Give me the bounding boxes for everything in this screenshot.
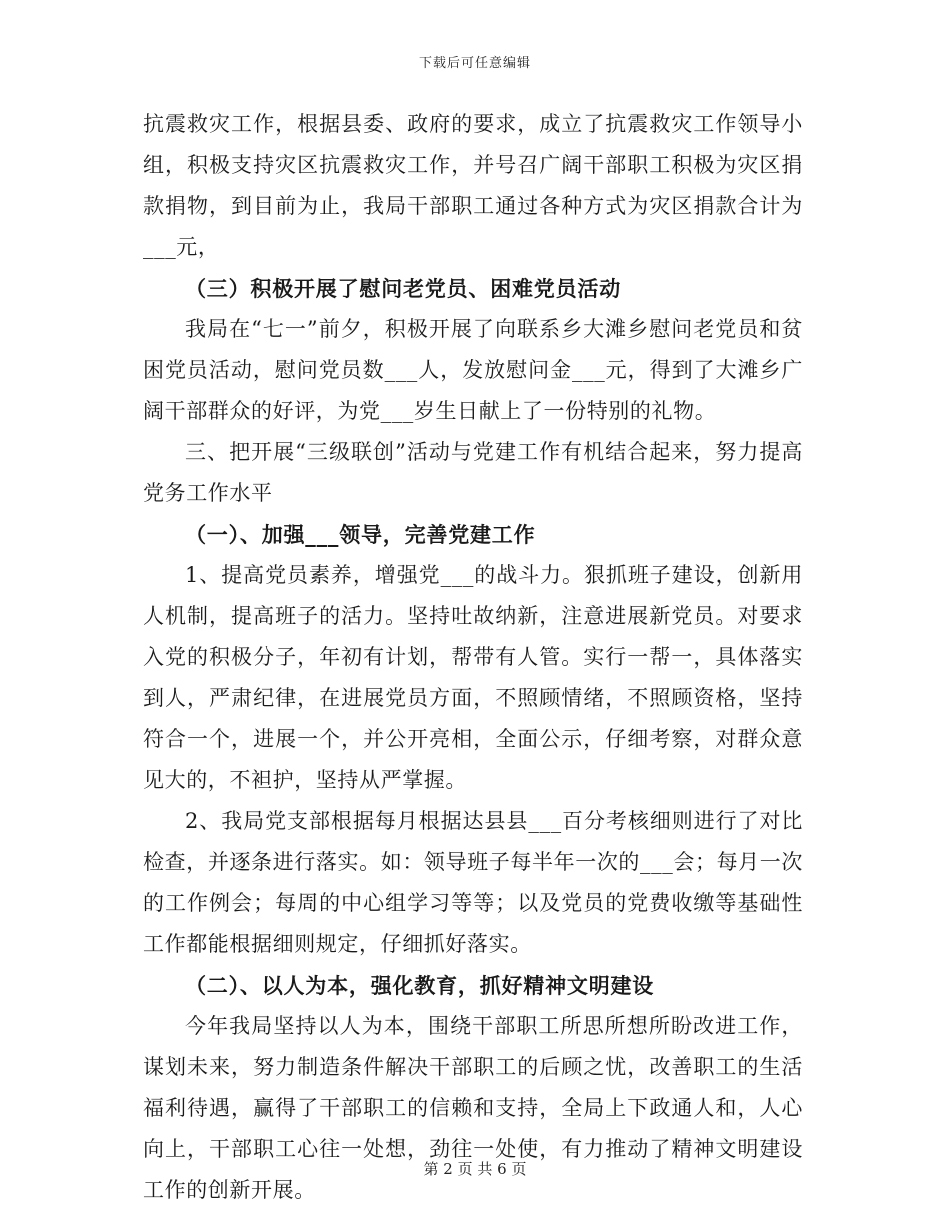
- paragraph-earthquake-relief: 抗震救灾工作，根据县委、政府的要求，成立了抗震救灾工作领导小组，积极支持灾区抗震救灾工作，并号召广阔干部职工积极为灾区捐款捐物，到目前为止，我局干部职工通过各种方式为灾区捐款合计为___元，: [143, 112, 803, 259]
- page-number-footer: 第 2 页 共 6 页: [423, 1160, 527, 1178]
- paragraph-visit-activity: 我局在“七一”前夕，积极开展了向联系乡大滩乡慰问老党员和贫困党员活动，慰问党员数___人，发放慰问金___元，得到了大滩乡广阔干部群众的好评，为党___岁生日献上了一份特别的礼物。: [143, 317, 803, 423]
- section-heading-spiritual-civilization: （二）、以人为本，强化教育，抓好精神文明建设: [185, 973, 655, 998]
- paragraph-people-oriented: 今年我局坚持以人为本，围绕干部职工所思所想所盼改进工作，谋划未来，努力制造条件解决干部职工的后顾之忧，改善职工的生活福利待遇，赢得了干部职工的信赖和支持，全局上下政通人和，人心向上，干部职工心往一处想，劲往一处使，有力推动了精神文明建设工作的创新开展。: [143, 1014, 803, 1202]
- document-body: [143, 104, 803, 1211]
- paragraph-member-quality: 1、提高党员素养，增强党___的战斗力。狠抓班子建设，创新用人机制，提高班子的活力。坚持吐故纳新，注意进展新党员。对要求入党的积极分子，年初有计划，帮带有人管。实行一帮一，具体落实到人，严肃纪律，在进展党员方面，不照顾情绪，不照顾资格，坚持符合一个，进展一个，并公开亮相，全面公示，仔细考察，对群众意见大的，不袒护，坚持从严掌握。: [143, 563, 803, 792]
- paragraph-section-three-title: 三、把开展“三级联创”活动与党建工作有机结合起来，努力提高党务工作水平: [143, 440, 803, 505]
- page-header: 下载后可任意编辑: [418, 56, 531, 71]
- paragraph-assessment-check: 2、我局党支部根据每月根据达县县___百分考核细则进行了对比检查，并逐条进行落实。如：领导班子每半年一次的___会；每月一次的工作例会；每周的中心组学习等等；以及党员的党费收缴等基础性工作都能根据细则规定，仔细抓好落实。: [143, 809, 803, 956]
- section-heading-strengthen-leadership: （一）、加强___领导，完善党建工作: [185, 522, 536, 547]
- section-heading-visit-party-members: （三）积极开展了慰问老党员、困难党员活动: [185, 276, 621, 301]
